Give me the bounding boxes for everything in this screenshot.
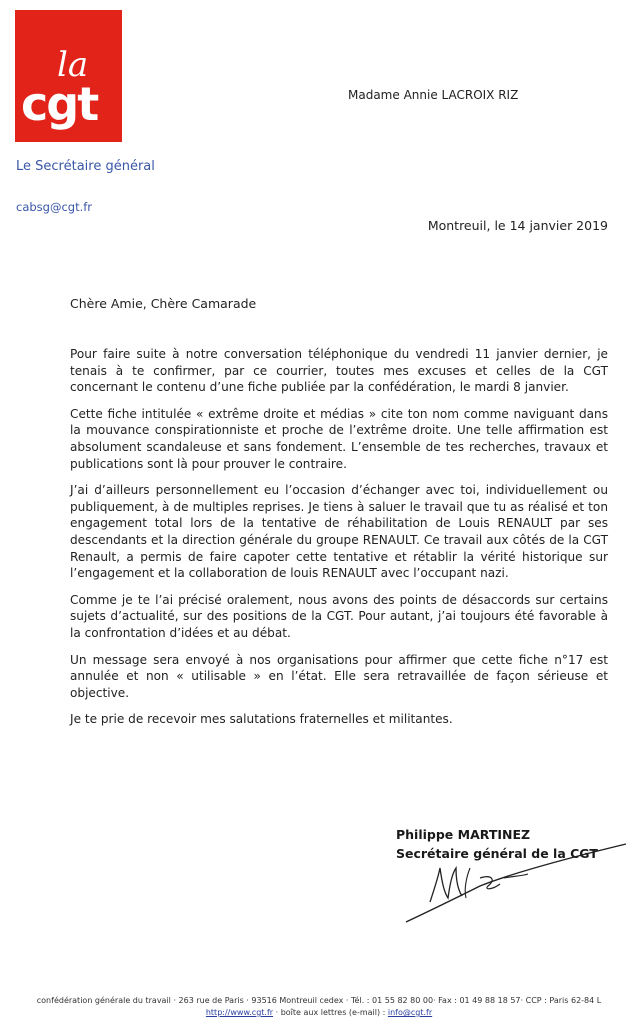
cgt-logo xyxy=(15,10,122,142)
footer-links xyxy=(0,1007,638,1019)
paragraph: Cette fiche intitulée « extrême droite et médias » cite ton nom comme naviguant dans la mouvance conspirationniste et proche de l’extrême droite. Une telle affirmation est absolument scandaleuse et sans fondement. L’ensemble de tes recherches, travaux et publications sont là pour prouver le contraire. xyxy=(70,406,608,471)
footer xyxy=(0,995,638,1019)
letter-body xyxy=(70,346,608,738)
paragraph: Un message sera envoyé à nos organisations pour affirmer que cette fiche n°17 est annulée et non « utilisable » en l’état. Elle sera retravaillée de façon sérieuse et objective. xyxy=(70,652,608,700)
paragraph: J’ai d’ailleurs personnellement eu l’occasion d’échanger avec toi, individuellement ou publiquement, à de multiples reprises. Je tiens à saluer le travail que tu as réalisé et ton engagement total lors de la tentative de réhabilitation de Louis RENAULT par ses descendants et la direction générale du groupe RENAULT. Ce travail aux côtés de la CGT Renault, a permis de faire capoter cette tentative et rétablir la vérité historique sur l’engagement et la collaboration de louis RENAULT avec l’occupant nazi. xyxy=(70,483,608,581)
logo-text-cgt: cgt xyxy=(21,77,98,131)
place-date: Montreuil, le 14 janvier 2019 xyxy=(427,218,608,233)
paragraph: Comme je te l’ai précisé oralement, nous avons des points de désaccords sur certains sujets d’actualité, sur des positions de la CGT. Pour autant, j’ai toujours été favorable à la confrontation d’idées et au débat. xyxy=(70,592,608,640)
footer-mailbox-label: · boîte aux lettres (e-mail) : xyxy=(273,1008,388,1017)
signatory-name: Philippe MARTINEZ xyxy=(396,827,531,842)
sender-title: Le Secrétaire général xyxy=(16,159,155,174)
logo-text-la: la xyxy=(57,45,89,85)
email-link[interactable]: info@cgt.fr xyxy=(387,1008,433,1017)
footer-address: confédération générale du travail · 263 rue de Paris · 93516 Montreuil cedex · Tél. : 01 55 82 80 00· Fax : 01 49 88 18 57· CCP : Paris 62-84 L xyxy=(36,996,602,1005)
greeting: Chère Amie, Chère Camarade xyxy=(70,296,257,311)
sender-email[interactable]: cabsg@cgt.fr xyxy=(16,200,93,214)
website-link[interactable]: http://www.cgt.fr xyxy=(205,1008,274,1017)
signatory-role: Secrétaire général de la CGT xyxy=(396,846,598,861)
paragraph: Pour faire suite à notre conversation téléphonique du vendredi 11 janvier dernier, je tenais à te confirmer, par ce courrier, toutes mes excuses et celles de la CGT concernant le contenu d’une fiche publiée par la confédération, le mardi 8 janvier. xyxy=(70,347,608,395)
handwritten-signature xyxy=(400,838,630,928)
recipient: Madame Annie LACROIX RIZ xyxy=(348,88,519,102)
paragraph: Je te prie de recevoir mes salutations fraternelles et militantes. xyxy=(70,712,453,727)
